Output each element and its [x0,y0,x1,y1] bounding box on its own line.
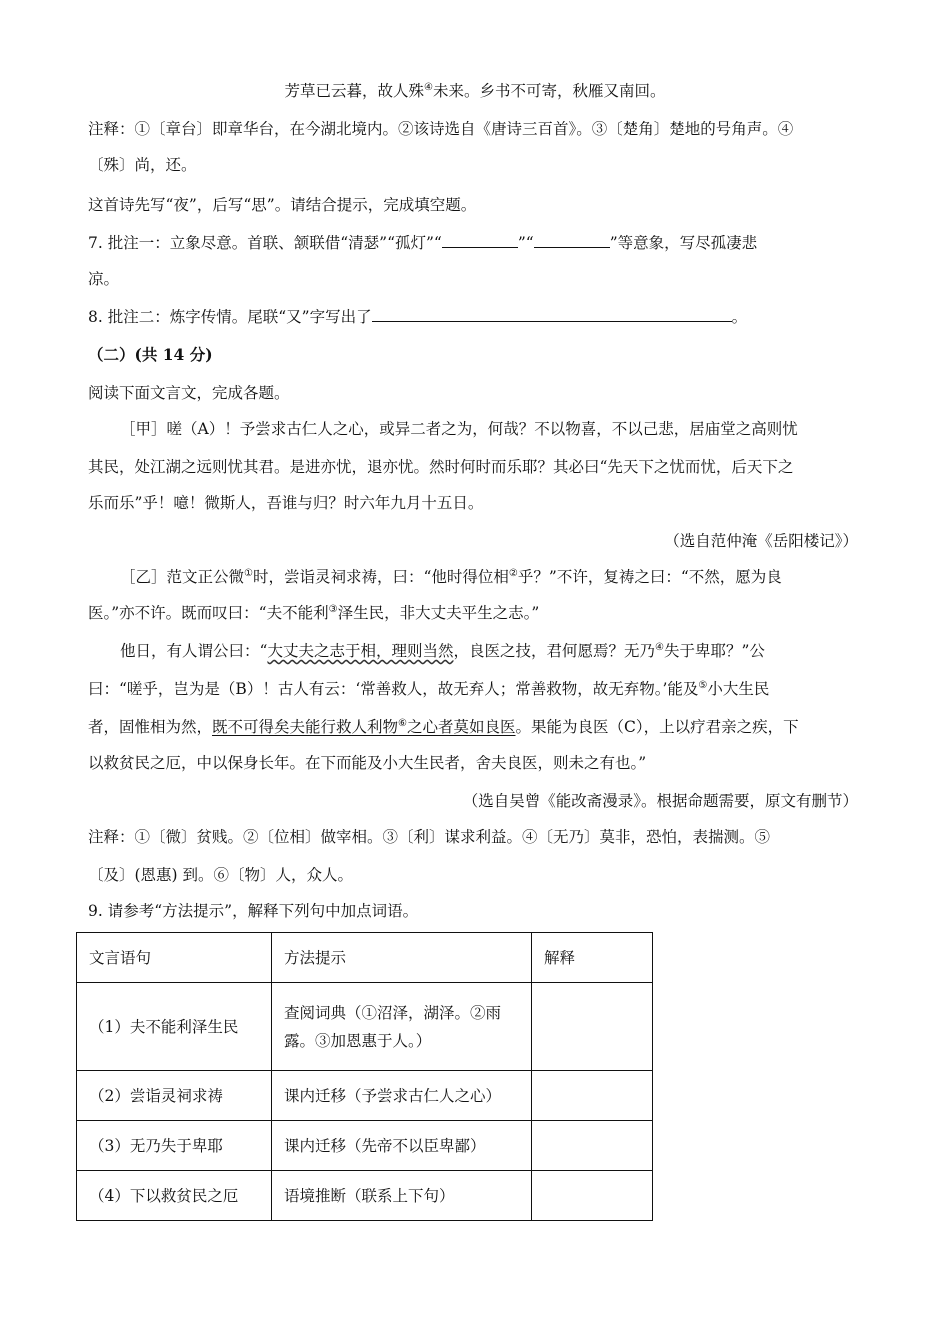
poem-notes-line2: 〔殊〕尚，还。 [88,156,197,174]
answer-blank-3[interactable] [372,307,732,322]
passage-jia-line2: 其民，处江湖之远则忧其君。是进亦忧，退亦忧。然时何时而乐耶？其必曰“先天下之忧而忧，后天下之 [88,458,794,476]
passage-yi-p2-line4: 以救贫民之厄，中以保身长年。在下而能及小大生民者，舍夫良医，则未之有也。” [88,754,647,772]
row-method: 查阅词典（①沼泽，湖泽。②雨 露。③加恩惠于人。） [272,983,532,1071]
passage-notes-line1: 注释：①〔微〕贫贱。②〔位相〕做宰相。③〔利〕谋求利益。④〔无乃〕莫非，恐怕，表揣测。⑤ [88,828,771,846]
question-8: 8. 批注二：炼字传情。尾联“又”字写出了 。 [88,308,748,326]
row-sentence: （3）无乃失于卑耶 [77,1121,272,1171]
row-answer-cell[interactable] [532,1121,653,1171]
table-row [77,1121,653,1171]
poem-last-line: 芳草已云暮，故人殊④未来。乡书不可寄，秋雁又南回。 [284,81,666,100]
question-7: 7. 批注一：立象尽意。首联、颔联借“清瑟”“孤灯”“ ”“ ”等意象，写尽孤凄悲 [88,234,758,252]
section-heading: （二）(共 14 分) [88,345,213,364]
underlined-sentence: 既不可得矣夫能行救人利物⑥之心者莫如良医 [212,717,516,736]
passage-yi-p2-line3: 者，固惟相为然，既不可得矣夫能行救人利物⑥之心者莫如良医。果能为良医（C），上以疗君亲之疾，下 [88,717,799,736]
note-mark: ④ [424,81,433,93]
header-sentence: 文言语句 [77,933,272,983]
header-explanation: 解释 [532,933,653,983]
table-row [77,983,653,1071]
table-row [77,1071,653,1121]
table-row [77,1171,653,1221]
passage-jia-line3: 乐而乐”乎！噫！微斯人，吾谁与归？时六年九月十五日。 [88,494,484,512]
row-sentence: （4）下以救贫民之厄 [77,1171,272,1221]
row-method: 语境推断（联系上下句） [272,1171,532,1221]
row-answer-cell[interactable] [532,983,653,1071]
table-header-row [77,933,653,983]
passage-yi-source: （选自吴曾《能改斋漫录》。根据命题需要，原文有删节） [462,792,858,810]
passage-jia-line1: ［甲］嗟（A）！予尝求古仁人之心，或异二者之为，何哉？不以物喜，不以己悲，居庙堂之高则忧 [120,420,798,438]
passage-yi-p2-line2: 曰：“嗟乎，岂为是（B）！古人有云：‘常善救人，故无弃人；常善救物，故无弃物。’能及⑤小大生民 [88,679,770,698]
passage-notes-line2: 〔及〕(恩惠) 到。⑥〔物〕人，众人。 [88,866,354,884]
section-instruction: 阅读下面文言文，完成各题。 [88,384,290,402]
passage-yi-p1-line2: 医。”亦不许。既而叹曰：“夫不能利③泽生民，非大丈夫平生之志。” [88,603,540,622]
header-method: 方法提示 [272,933,532,983]
question-9: 9. 请参考“方法提示”，解释下列句中加点词语。 [88,902,419,920]
row-method: 课内迁移（先帝不以臣卑鄙） [272,1121,532,1171]
row-answer-cell[interactable] [532,1171,653,1221]
passage-yi-p1-line1: ［乙］范文正公微①时，尝诣灵祠求祷，曰：“他时得位相②乎？”不许，复祷之曰：“不然，愿为良 [120,567,782,586]
answer-blank-2[interactable] [534,233,610,248]
row-sentence: （1）夫不能利泽生民 [77,983,272,1071]
row-method: 课内迁移（予尝求古仁人之心） [272,1071,532,1121]
passage-jia-source: （选自范仲淹《岳阳楼记》） [664,532,858,550]
row-answer-cell[interactable] [532,1071,653,1121]
row-sentence: （2）尝诣灵祠求祷 [77,1071,272,1121]
passage-yi-p2-line1: 他日，有人谓公曰：“大丈夫之志于相，理则当然，良医之技，君何愿焉？无乃④失于卑耶？”公 [120,641,765,660]
question-7-line2: 凉。 [88,270,120,288]
wavy-underlined-sentence: 大丈夫之志于相，理则当然 [267,642,454,660]
method-table [76,932,653,1221]
poem-notes-line1: 注释：①〔章台〕即章华台，在今湖北境内。②该诗选自《唐诗三百首》。③〔楚角〕楚地的号角声。④ [88,120,794,138]
answer-blank-1[interactable] [442,233,518,248]
poem-instruction: 这首诗先写“夜”，后写“思”。请结合提示，完成填空题。 [88,196,477,214]
